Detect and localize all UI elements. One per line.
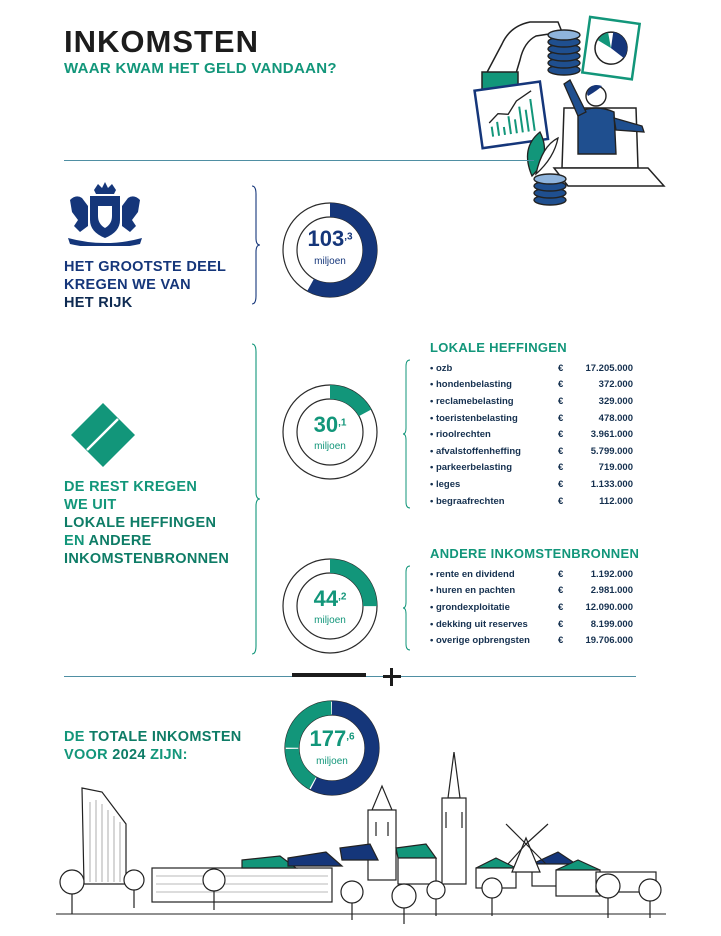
item-currency: € <box>558 601 564 613</box>
page-title: INKOMSTEN <box>64 24 259 59</box>
totaal-line-1a: DE <box>64 729 85 745</box>
item-currency: € <box>558 395 564 407</box>
item-amount: 2.981.000 <box>590 585 633 597</box>
totaal-unit: miljoen <box>316 756 348 767</box>
item-label: • parkeerbelasting <box>430 462 512 474</box>
item-label: • reclamebelasting <box>430 395 514 407</box>
item-currency: € <box>558 362 564 374</box>
item-currency: € <box>558 412 564 424</box>
item-amount: 12.090.000 <box>585 601 633 613</box>
andere-value-main: 44 <box>313 586 339 611</box>
item-label: • leges <box>430 478 461 490</box>
table-row <box>430 599 633 616</box>
rest-line-5: INKOMSTENBRONNEN <box>64 551 230 567</box>
andere-value <box>280 586 380 612</box>
item-label: • ozb <box>430 362 453 374</box>
table-row <box>430 583 633 600</box>
table-row <box>430 393 633 410</box>
rijk-line-2: KREGEN WE VAN <box>64 277 191 293</box>
rijk-value-decimal: ,3 <box>344 231 353 243</box>
page-subtitle: WAAR KWAM HET GELD VANDAAN? <box>64 60 337 77</box>
andere-value-decimal: ,2 <box>338 591 347 603</box>
item-currency: € <box>558 462 564 474</box>
brace-rest <box>250 342 262 656</box>
item-amount: 8.199.000 <box>590 618 633 630</box>
item-currency: € <box>558 445 564 457</box>
table-row <box>430 476 633 493</box>
lokaal-value <box>280 412 380 438</box>
item-label: • afvalstoffenheffing <box>430 445 521 457</box>
rijk-line-3: HET RIJK <box>64 295 133 311</box>
lokaal-table <box>430 360 633 509</box>
header-divider <box>64 160 534 161</box>
donut-rijk <box>280 200 380 305</box>
item-label: • rioolrechten <box>430 429 491 441</box>
lokaal-value-main: 30 <box>313 412 339 437</box>
rest-line-2: WE UIT <box>64 497 117 513</box>
brace-rijk <box>250 184 262 306</box>
totaal-line-2b: 2024 <box>112 747 146 763</box>
table-row <box>430 443 633 460</box>
diamond-icon <box>70 402 136 468</box>
rest-line-4a: EN <box>64 533 85 549</box>
table-row <box>430 493 633 510</box>
item-currency: € <box>558 618 564 630</box>
item-currency: € <box>558 585 564 597</box>
item-amount: 5.799.000 <box>590 445 633 457</box>
minus-sign <box>292 673 366 677</box>
coat-of-arms-icon <box>66 182 144 246</box>
rijk-unit: miljoen <box>314 256 346 267</box>
city-skyline-illustration <box>56 752 666 932</box>
table-row <box>430 426 633 443</box>
plus-sign-vertical <box>390 668 393 686</box>
totaal-value <box>282 726 382 752</box>
lokaal-value-decimal: ,1 <box>338 417 347 429</box>
item-amount: 17.205.000 <box>585 362 633 374</box>
rest-line-3: LOKALE HEFFINGEN <box>64 515 217 531</box>
andere-table <box>430 566 633 649</box>
andere-heading: ANDERE INKOMSTENBRONNEN <box>430 546 640 561</box>
andere-unit: miljoen <box>314 615 346 626</box>
table-row <box>430 410 633 427</box>
table-row <box>430 460 633 477</box>
table-row <box>430 616 633 633</box>
item-label: • hondenbelasting <box>430 379 512 391</box>
item-label: • overige opbrengsten <box>430 635 530 647</box>
item-amount: 1.133.000 <box>590 478 633 490</box>
lokaal-heading: LOKALE HEFFINGEN <box>430 340 567 355</box>
table-row <box>430 632 633 649</box>
brace-lokaal-list <box>402 358 412 510</box>
rijk-line-1: HET GROOTSTE DEEL <box>64 259 227 275</box>
item-amount: 329.000 <box>598 395 633 407</box>
item-currency: € <box>558 379 564 391</box>
item-label: • rente en dividend <box>430 568 515 580</box>
rest-text <box>64 478 229 568</box>
item-amount: 3.961.000 <box>590 429 633 441</box>
item-currency: € <box>558 568 564 580</box>
item-label: • toeristenbelasting <box>430 412 518 424</box>
item-label: • begraafrechten <box>430 495 505 507</box>
table-row <box>430 566 633 583</box>
item-amount: 112.000 <box>599 495 633 507</box>
table-row <box>430 377 633 394</box>
item-amount: 478.000 <box>598 412 633 424</box>
item-amount: 372.000 <box>598 379 633 391</box>
brace-andere-list <box>402 564 412 652</box>
totaal-line-2c: ZIJN: <box>150 747 188 763</box>
rijk-value-main: 103 <box>307 226 345 251</box>
rijk-text <box>64 258 226 312</box>
lokaal-unit: miljoen <box>314 441 346 452</box>
rest-line-1: DE REST KREGEN <box>64 479 198 495</box>
finance-illustration <box>470 8 670 213</box>
item-label: • dekking uit reserves <box>430 618 528 630</box>
totaal-value-main: 177 <box>309 726 347 751</box>
totaal-line-1b: TOTALE INKOMSTEN <box>89 729 242 745</box>
rest-line-4b: ANDERE <box>88 533 152 549</box>
item-currency: € <box>558 429 564 441</box>
totaal-line-2a: VOOR <box>64 747 108 763</box>
item-label: • grondexploitatie <box>430 601 510 613</box>
item-amount: 719.000 <box>598 462 633 474</box>
table-row <box>430 360 633 377</box>
item-label: • huren en pachten <box>430 585 516 597</box>
totaal-value-decimal: ,6 <box>346 731 355 743</box>
item-currency: € <box>558 635 564 647</box>
item-amount: 1.192.000 <box>590 568 633 580</box>
item-currency: € <box>558 495 564 507</box>
rijk-value <box>280 226 380 252</box>
item-amount: 19.706.000 <box>585 635 633 647</box>
item-currency: € <box>558 478 564 490</box>
